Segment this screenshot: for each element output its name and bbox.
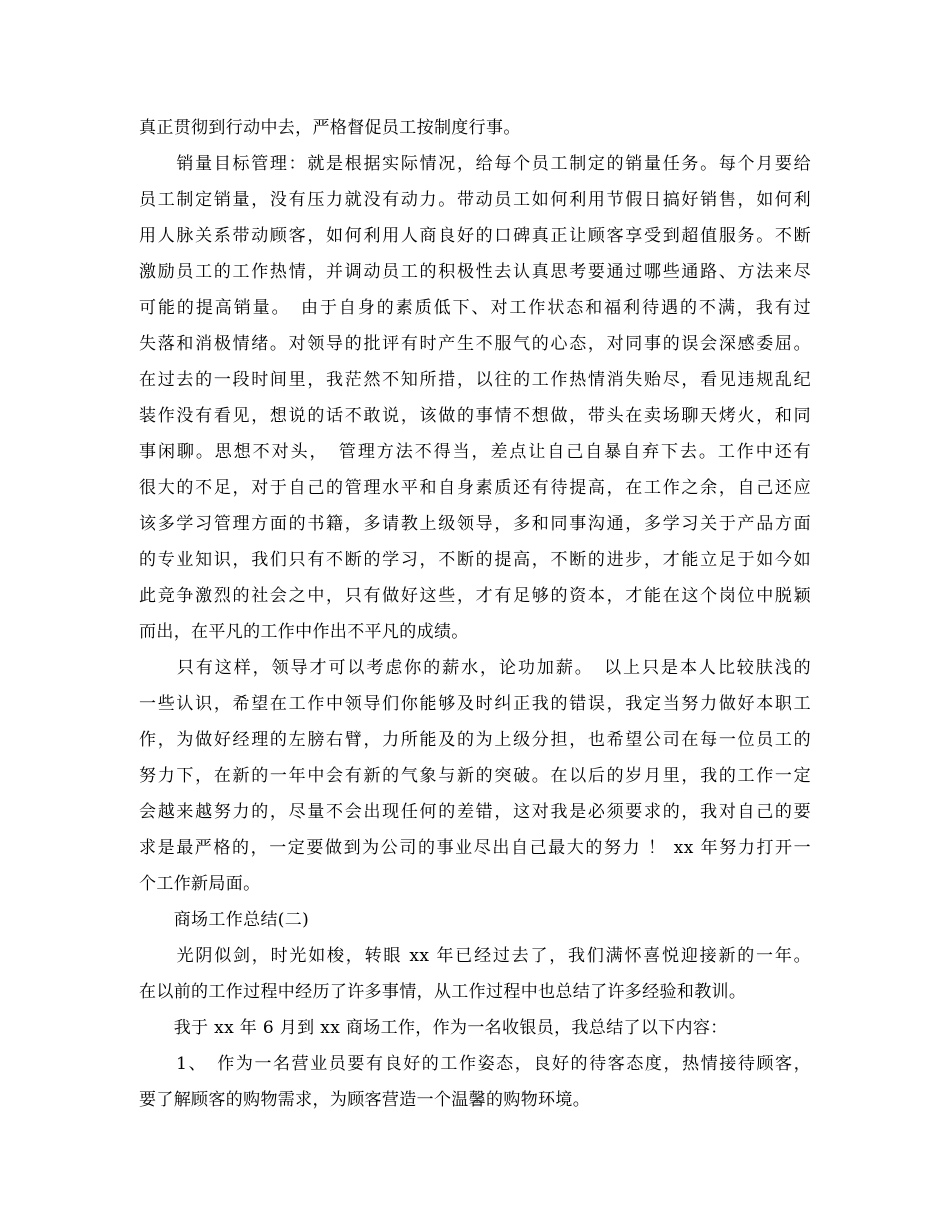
text-line: 销量目标管理：就是根据实际情况，给每个员工制定的销量任务。每个月要给 <box>139 154 811 174</box>
text-line: 很大的不足，对于自己的管理水平和自身素质还有待提高，在工作之余，自己还应 <box>139 478 811 498</box>
text-line: 作，为做好经理的左膀右臂，力所能及的为上级分担，也希望公司在每一位员工的 <box>139 730 811 750</box>
text-line: 会越来越努力的，尽量不会出现任何的差错，这对我是必须要求的，我对自己的要 <box>139 802 811 822</box>
text-line: 要了解顾客的购物需求，为顾客营造一个温馨的购物环境。 <box>139 1090 591 1110</box>
text-line: 该多学习管理方面的书籍，多请教上级领导，多和同事沟通，多学习关于产品方面 <box>139 514 811 534</box>
text-line: 激励员工的工作热情，并调动员工的积极性去认真思考要通过哪些通路、方法来尽 <box>139 262 811 282</box>
text-line: 求是最严格的，一定要做到为公司的事业尽出自己最大的努力 ！ xx 年努力打开一 <box>139 838 811 858</box>
text-line: 可能的提高销量。 由于自身的素质低下、对工作状态和福利待遇的不满，我有过 <box>139 298 811 318</box>
text-line: 在过去的一段时间里，我茫然不知所措，以往的工作热情消失贻尽，看见违规乱纪 <box>139 370 811 390</box>
text-line: 用人脉关系带动顾客，如何利用人商良好的口碑真正让顾客享受到超值服务。不断 <box>139 226 811 246</box>
text-line: 个工作新局面。 <box>139 874 261 894</box>
text-line: 装作没有看见，想说的话不敢说，该做的事情不想做，带头在卖场聊天烤火，和同 <box>139 406 811 426</box>
text-line: 失落和消极情绪。对领导的批评有时产生不服气的心态，对同事的误会深感委屈。 <box>139 334 811 354</box>
text-line: 我于 xx 年 6 月到 xx 商场工作，作为一名收银员，我总结了以下内容： <box>139 1018 728 1038</box>
text-line: 而出，在平凡的工作中作出不平凡的成绩。 <box>139 622 469 642</box>
text-line: 在以前的工作过程中经历了许多事情，从工作过程中也总结了许多经验和教训。 <box>139 982 747 1002</box>
text-line: 1、 作为一名营业员要有良好的工作姿态，良好的待客态度，热情接待顾客， <box>139 1054 811 1074</box>
text-line: 只有这样，领导才可以考虑你的薪水，论功加薪。 以上只是本人比较肤浅的 <box>139 658 811 678</box>
text-line: 一些认识，希望在工作中领导们你能够及时纠正我的错误，我定当努力做好本职工 <box>139 694 811 714</box>
text-line: 努力下，在新的一年中会有新的气象与新的突破。在以后的岁月里，我的工作一定 <box>139 766 811 786</box>
text-line: 光阴似剑，时光如梭，转眼 xx 年已经过去了，我们满怀喜悦迎接新的一年。 <box>139 946 811 966</box>
text-line: 此竞争激烈的社会之中，只有做好这些，才有足够的资本，才能在这个岗位中脱颖 <box>139 586 811 606</box>
section-heading: 商场工作总结(二) <box>139 910 310 930</box>
text-line: 员工制定销量，没有压力就没有动力。带动员工如何利用节假日搞好销售，如何利 <box>139 190 811 210</box>
text-line: 真正贯彻到行动中去，严格督促员工按制度行事。 <box>139 118 521 138</box>
text-line: 事闲聊。思想不对头， 管理方法不得当，差点让自己自暴自弃下去。工作中还有 <box>139 442 811 462</box>
text-line: 的专业知识，我们只有不断的学习，不断的提高，不断的进步，才能立足于如今如 <box>139 550 811 570</box>
